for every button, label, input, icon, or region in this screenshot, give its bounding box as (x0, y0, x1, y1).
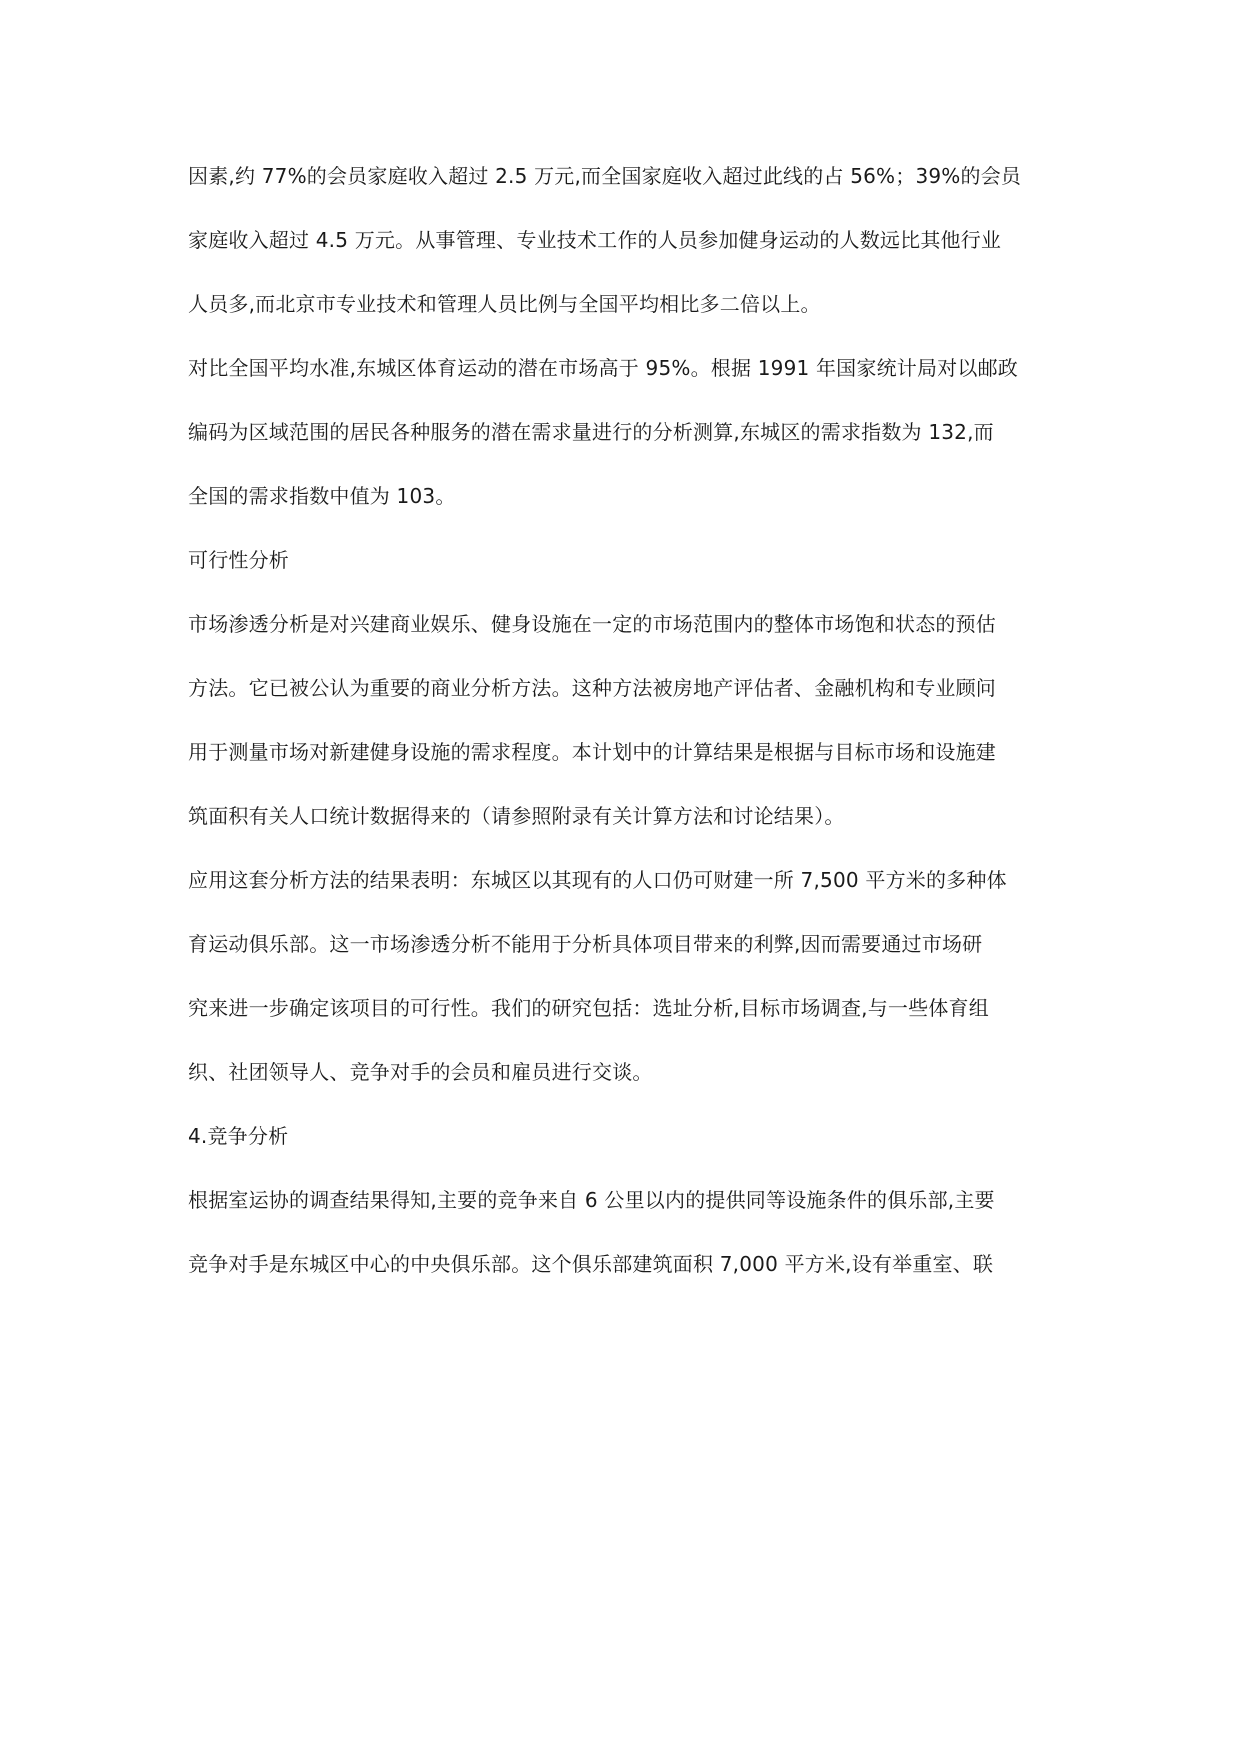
paragraph-4: 对比全国平均水准,东城区体育运动的潜在市场高于 95%。根据 1991 年国家统计局对以邮政 (188, 356, 1018, 380)
paragraph-2: 家庭收入超过 4.5 万元。从事管理、专业技术工作的人员参加健身运动的人数远比其他行业 (188, 228, 1002, 252)
paragraph-6: 全国的需求指数中值为 103。 (188, 484, 456, 508)
document-body (188, 160, 1068, 1312)
section-heading-feasibility: 可行性分析 (188, 548, 289, 572)
paragraph-12: 应用这套分析方法的结果表明：东城区以其现有的人口仍可财建一所 7,500 平方米的多种体 (188, 868, 1007, 892)
paragraph-11: 筑面积有关人口统计数据得来的（请参照附录有关计算方法和讨论结果）。 (188, 804, 845, 828)
paragraph-9: 方法。它已被公认为重要的商业分析方法。这种方法被房地产评估者、金融机构和专业顾问 (188, 676, 996, 700)
paragraph-15: 织、社团领导人、竞争对手的会员和雇员进行交谈。 (188, 1060, 653, 1084)
section-heading-competition: 4.竞争分析 (188, 1124, 289, 1148)
paragraph-17: 根据室运协的调查结果得知,主要的竞争来自 6 公里以内的提供同等设施条件的俱乐部,主要 (188, 1188, 995, 1212)
paragraph-14: 究来进一步确定该项目的可行性。我们的研究包括：选址分析,目标市场调查,与一些体育组 (188, 996, 989, 1020)
paragraph-13: 育运动俱乐部。这一市场渗透分析不能用于分析具体项目带来的利弊,因而需要通过市场研 (188, 932, 983, 956)
paragraph-5: 编码为区域范围的居民各种服务的潜在需求量进行的分析测算,东城区的需求指数为 132,而 (188, 420, 994, 444)
paragraph-10: 用于测量市场对新建健身设施的需求程度。本计划中的计算结果是根据与目标市场和设施建 (188, 740, 996, 764)
paragraph-3: 人员多,而北京市专业技术和管理人员比例与全国平均相比多二倍以上。 (188, 292, 821, 316)
paragraph-8: 市场渗透分析是对兴建商业娱乐、健身设施在一定的市场范围内的整体市场饱和状态的预估 (188, 612, 996, 636)
paragraph-1: 因素,约 77%的会员家庭收入超过 2.5 万元,而全国家庭收入超过此线的占 56%；39%的会员 (188, 164, 1022, 188)
paragraph-18: 竞争对手是东城区中心的中央俱乐部。这个俱乐部建筑面积 7,000 平方米,设有举重室、联 (188, 1252, 994, 1276)
